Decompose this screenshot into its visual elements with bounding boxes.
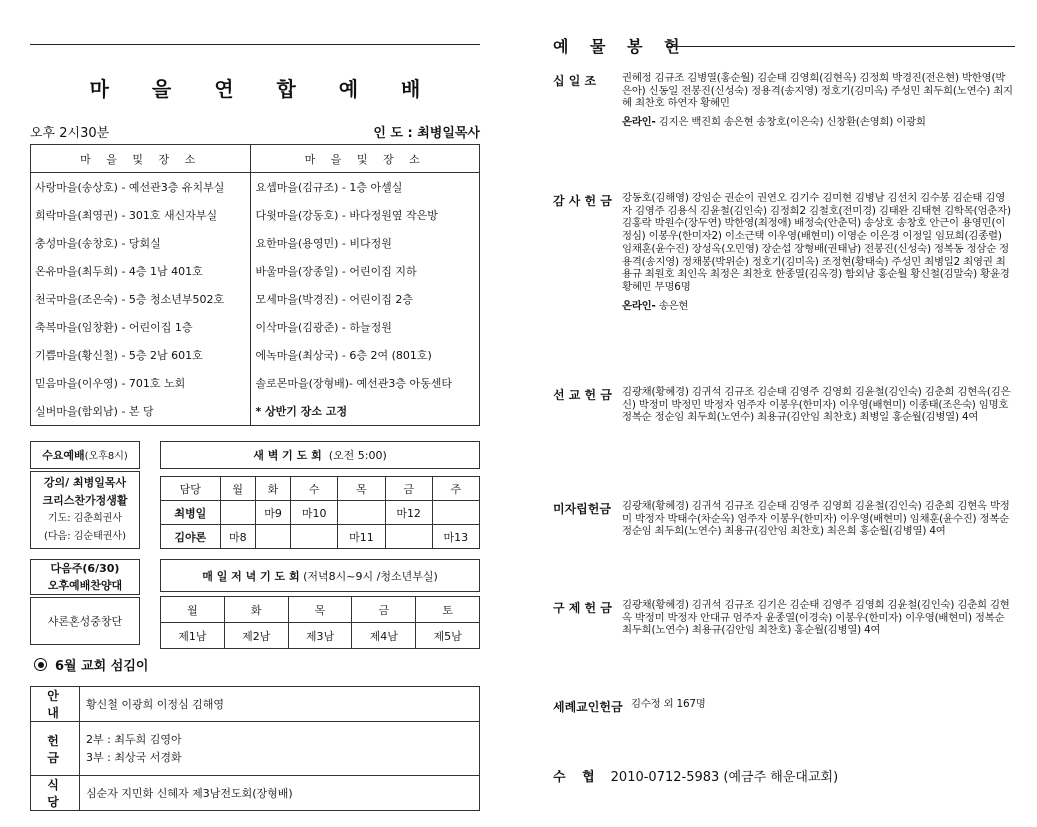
dawn-day: 월 [220,477,255,501]
offering-names: 권혜정 김규조 김병열(홍순월) 김순태 김영희(김현옥) 김정희 박경진(전은현) 박한영(박은아) 신동일 전봉진(신성숙) 정용격(송지영) 정호기(김미옥) 주성민 최두희(노연수) 최지혜 최찬호 하연자 황혜민 [622,72,1013,110]
place-cell: 바울마을(장종일) - 어린이집 지하 [251,257,480,285]
offering-tithe [553,72,1015,142]
online-label: 온라인- [622,299,656,312]
offering-thanks [553,192,1015,352]
offering-names: 김광채(황혜경) 김귀석 김규조 김순태 김영주 김영희 김윤철(김인숙) 김춘희 김현옥 박정미 박정자 박태수(차순옥) 엄주자 이봉우(한미자) 이우영(배현미) 임채훈(윤수진) 정복순 정순임 최두희(노연수) 최용규(김안임 최찬호) 최은희 홍순월(김병열) 4여 [622,500,1010,538]
place-cell: 기쁨마을(황신철) - 5층 2남 601호 [31,341,251,369]
offering-label: 세례교인헌금 [553,700,623,714]
dawn-cell [385,525,432,549]
dawn-day: 화 [255,477,290,501]
lecture-topic: 크리스찬가정생활 [42,494,128,507]
top-rule [30,44,480,45]
online-label: 온라인- [622,116,656,129]
left-column [30,44,480,426]
evening-day: 월 [161,597,225,623]
lecture-prayer: 기도: 김춘희권사 [47,513,123,524]
offering-label: 구 제 헌 금 [553,601,612,615]
choir-box [30,597,140,645]
evening-group: 제5남 [416,623,480,649]
lecture-speaker: 강의/ 최병일목사 [43,476,127,489]
place-cell: 축복마을(임창환) - 어린이집 1층 [31,313,251,341]
offerings-rule [668,46,1015,47]
offering-baptized [553,698,1015,718]
evening-group: 제2남 [224,623,288,649]
serve-key: 헌 금 [31,722,80,776]
offering-mission [553,386,1015,456]
offering-names: 김광채(황혜경) 김귀석 김규조 김순태 김영주 김영희 김윤철(김인숙) 김춘희 김현옥(김은신) 박정미 박정민 박정자 엄주자 이봉우(한미자) 이우영(배현미) 이종태(조은숙) 임명호 정복순 정순임 최두희(노연수) 최용규(김안임 최찬호) 최병일 홍순월(김병열) 4여 [622,386,1011,424]
wed-worship-label: 수요예배 [42,449,85,462]
dawn-cell [255,525,290,549]
serve-names: 3부 : 최상국 서경화 [86,750,182,764]
evening-day: 목 [288,597,352,623]
place-cell: 희락마을(최영권) - 301호 새신자부실 [31,201,251,229]
offering-relief [553,599,1015,669]
evening-group: 제1남 [161,623,225,649]
evening-time: (저녁8시~9시 /청소년부실) [303,569,438,583]
bank-account [553,766,838,785]
offering-label: 미자립헌금 [553,502,611,516]
dawn-day: 수 [291,477,338,501]
dawn-day: 주 [432,477,479,501]
place-cell: 천국마을(조은숙) - 5층 청소년부502호 [31,285,251,313]
time-row [30,122,480,140]
dawn-leader: 김야론 [161,525,221,549]
schedule-area [30,441,480,646]
dawn-cell: 마11 [338,525,385,549]
serve-key: 식 당 [31,776,80,811]
dawn-cell [291,525,338,549]
next-week-box [30,559,140,595]
offerings-title: 예 물 봉 헌 [553,37,688,56]
next-week-date: 다음주(6/30) [50,562,120,575]
places-header: 마 을 및 장 소 [31,145,251,173]
place-cell: 에녹마을(최상국) - 6층 2여 (801호) [251,341,480,369]
dawn-cell [432,501,479,525]
place-cell: 요셉마을(김규조) - 1층 아셀실 [251,173,480,202]
choir-name: 샤론혼성중창단 [47,615,123,628]
offering-label: 십 일 조 [553,74,597,88]
dawn-leader: 최병일 [161,501,221,525]
worship-leader: 인 도 : 최병일목사 [373,126,480,141]
dawn-cell: 마9 [255,501,290,525]
place-cell: 믿음마을(이우영) - 701호 노회 [31,369,251,397]
servers-table [30,686,480,811]
place-cell: 다윗마을(강동호) - 바다정원옆 작은방 [251,201,480,229]
offering-names: 강동호(김해영) 강임순 권순이 권연오 김기수 김미현 김병남 김선치 김수봉 김순태 김영자 김영주 김용식 김윤철(김인숙) 김정희2 김철호(전미경) 김태완 김태현 김학목(엄춘자) 김홍락 박원수(장두연) 박한영(최정애) 배정숙(안춘덕) 송상호 송창호 안근이 용영민(이정심) 이봉우(한미자2) 이소근택 이우영(배현미) 이영순 이은경 이정일 임묘희(김종렬) 임채훈(윤수진) 장성옥(오민영) 장순섭 장형배(권태남) 전봉진(신성숙) 정복동 정삼순 정용격(송지영) 정채봉(박위순) 정호기(김미옥) 조정현(황태숙) 주성민 최병일2 최영권 최용규 최원호 최인옥 최정은 최찬호 한종열(김옥경) 함외남 홍순월 황신철(김말숙) 황윤경 황혜민 무명6명 [622,192,1011,293]
dawn-cell [220,501,255,525]
evening-prayer-table [160,596,480,649]
evening-day: 토 [416,597,480,623]
online-names: 김지은 백진희 송은현 송창호(이은숙) 신창환(손영희) 이광희 [658,116,926,129]
place-note: * 상반기 장소 고정 [251,397,480,426]
next-week-choir-label: 오후예배찬양대 [47,579,123,592]
serve-names: 심순자 지민화 신혜자 제3남전도회(장형배) [80,776,480,811]
place-cell: 모세마을(박경진) - 어린이집 2층 [251,285,480,313]
dawn-title-text: 새 벽 기 도 회 [253,449,322,462]
lecture-next: (다음: 김순태권사) [44,531,126,542]
circle-bullet-icon [34,658,47,671]
worship-title: 마 을 연 합 예 배 [89,77,439,101]
evening-group: 제3남 [288,623,352,649]
dawn-day: 담당 [161,477,221,501]
serve-names: 황신철 이광희 이정심 김해영 [80,687,480,722]
place-cell: 이삭마을(김광준) - 하늘정원 [251,313,480,341]
dawn-cell: 마8 [220,525,255,549]
online-names: 송은현 [658,299,689,312]
dawn-day: 목 [338,477,385,501]
evening-day: 화 [224,597,288,623]
dawn-cell: 마10 [291,501,338,525]
dawn-cell: 마13 [432,525,479,549]
place-cell: 솔로몬마을(장형배)- 예선관3층 아동센타 [251,369,480,397]
dawn-cell: 마12 [385,501,432,525]
places-header: 마 을 및 장 소 [251,145,480,173]
wed-worship-time: (오후8시) [84,451,128,462]
dawn-cell [338,501,385,525]
dawn-prayer-title [160,441,480,469]
places-table [30,144,480,426]
dawn-prayer-table [160,476,480,549]
june-servers-heading [34,655,148,674]
bank-label: 수 협 [553,770,601,785]
place-cell: 온유마을(최두희) - 4층 1남 401호 [31,257,251,285]
worship-time: 오후 2시30분 [30,126,110,141]
lecture-box [30,471,140,549]
wed-worship-box [30,441,140,469]
evening-group: 제4남 [352,623,416,649]
offering-names: 김수정 외 167명 [631,698,706,710]
place-cell: 요한마을(용영민) - 비다정원 [251,229,480,257]
offering-small-church [553,500,1015,570]
offering-label: 감 사 헌 금 [553,194,612,208]
offering-label: 선 교 헌 금 [553,388,612,402]
place-cell: 충성마을(송창호) - 당회실 [31,229,251,257]
dawn-day: 금 [385,477,432,501]
evening-day: 금 [352,597,416,623]
evening-title-text: 매 일 저 녁 기 도 회 [202,569,300,583]
offering-names: 김광채(황혜경) 김귀석 김규조 김기은 김순태 김영주 김영희 김윤철(김인숙) 김춘희 김현옥 박정미 박정자 안대규 엄주자 윤종열(이경숙) 이봉우(한미자) 이우영(배현미) 정복순 최두희(노연수) 최용규(김안임 최찬호) 홍순월(김병열) 4여 [622,599,1010,637]
evening-prayer-title [160,559,480,592]
bank-value: 2010-0712-5983 (예금주 해운대교회) [610,770,839,785]
dawn-time: (오전 5:00) [328,449,387,462]
serve-key: 안 내 [31,687,80,722]
serve-names: 2부 : 최두희 김영아 [86,732,182,746]
place-cell: 실버마을(함외남) - 본 당 [31,397,251,426]
place-cell: 사랑마을(송상호) - 예선관3층 유치부실 [31,173,251,202]
june-servers-title: 6월 교회 섬김이 [55,659,149,674]
